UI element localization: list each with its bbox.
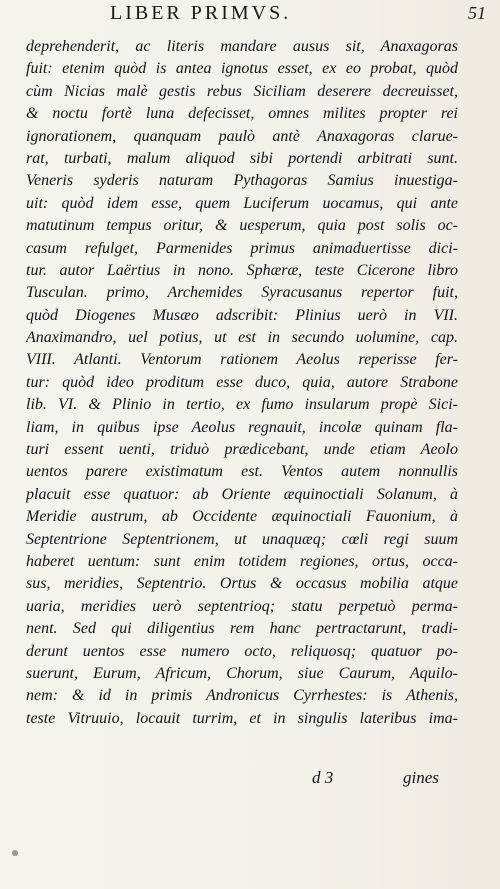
- text-line: & noctu fortè luna defecisset, omnes milites propter rei: [26, 105, 458, 123]
- text-line: nem: & id in primis Andronicus Cyrrhestes: is Athenis,: [26, 687, 458, 705]
- text-line: uaria, meridies uerò septentrioq; statu perpetuò perma-: [26, 597, 458, 615]
- text-line: turi essent uenti, triduò prædicebant, unde etiam Aeolo: [26, 441, 458, 459]
- text-line: Veneris syderis naturam Pythagoras Samius inuestiga-: [26, 172, 458, 190]
- text-line: teste Vitruuio, locauit turrim, et in singulis lateribus ima-: [26, 709, 458, 727]
- text-line: sus, meridies, Septentrio. Ortus & occasus mobilia atque: [26, 575, 458, 593]
- text-line: tur. autor Laërtius in nono. Sphæræ, teste Cicerone libro: [26, 261, 458, 279]
- text-line: tur: quòd ideo proditum esse duco, quia, autore Strabone: [26, 373, 458, 391]
- text-line: uit: quòd idem esse, quem Luciferum uocamus, qui ante: [26, 194, 458, 212]
- text-line: Meridie austrum, ab Occidente æquinoctiali Fauonium, à: [26, 508, 458, 526]
- text-line: Septentrione Septentrionem, ut unaquæq; cœli regi suum: [26, 530, 458, 548]
- text-line: matutinum tempus oritur, & uesperum, quia post solis oc-: [26, 217, 458, 235]
- text-line: ignorationem, quanquam paulò antè Anaxagoras clarue-: [26, 127, 458, 145]
- text-line: rat, turbati, malum aliquod sibi portendi arbitrati sunt.: [26, 149, 458, 167]
- signature-mark: d 3: [312, 768, 334, 787]
- text-line: Anaximandro, uel potius, ut est in secundo uolumine, cap.: [26, 329, 458, 347]
- catchword: gines: [403, 768, 439, 787]
- page-number: 51: [468, 3, 486, 23]
- text-line: deprehenderit, ac literis mandare ausus sit, Anaxagoras: [26, 38, 458, 55]
- text-line: haberet uentum: sunt enim totidem regiones, ortus, occa-: [26, 552, 458, 570]
- text-line: VIII. Atlanti. Ventorum rationem Aeolus reperisse fer-: [26, 351, 458, 369]
- text-line: quòd Diogenes Musæo adscribit: Plinius uerò in VII.: [26, 306, 458, 324]
- text-line: nent. Sed qui diligentius rem hanc pertractarunt, tradi-: [26, 620, 458, 638]
- text-line: casum refulget, Parmenides primus animaduertisse dici-: [26, 239, 458, 257]
- text-line: placuit esse quatuor: ab Oriente æquinoctiali Solanum, à: [26, 485, 458, 503]
- page-footer: [0, 768, 500, 792]
- ink-speck: [12, 850, 18, 856]
- body-text: [26, 36, 458, 730]
- text-line: Tusculan. primo, Archemides Syracusanus repertor fuit,: [26, 284, 458, 302]
- text-line: liam, in quibus ipse Aeolus regnauit, incolæ quinam fla-: [26, 418, 458, 436]
- text-line: cùm Nicias malè gestis rebus Siciliam deserere decreuisset,: [26, 82, 458, 100]
- text-line: uentos parere existimatum est. Ventos autem nonnullis: [26, 463, 458, 481]
- text-line: fuit: etenim quòd is antea ignotus esset, ex eo probat, quòd: [26, 60, 458, 78]
- running-head: [0, 2, 500, 26]
- running-head-title: LIBER PRIMVS.: [110, 2, 292, 24]
- text-line: derunt uentos esse numero octo, reliquosq; quatuor po-: [26, 642, 458, 660]
- text-line: suerunt, Eurum, Africum, Chorum, siue Caurum, Aquilo-: [26, 664, 458, 682]
- text-line: lib. VI. & Plinio in tertio, ex fumo insularum propè Sici-: [26, 396, 458, 414]
